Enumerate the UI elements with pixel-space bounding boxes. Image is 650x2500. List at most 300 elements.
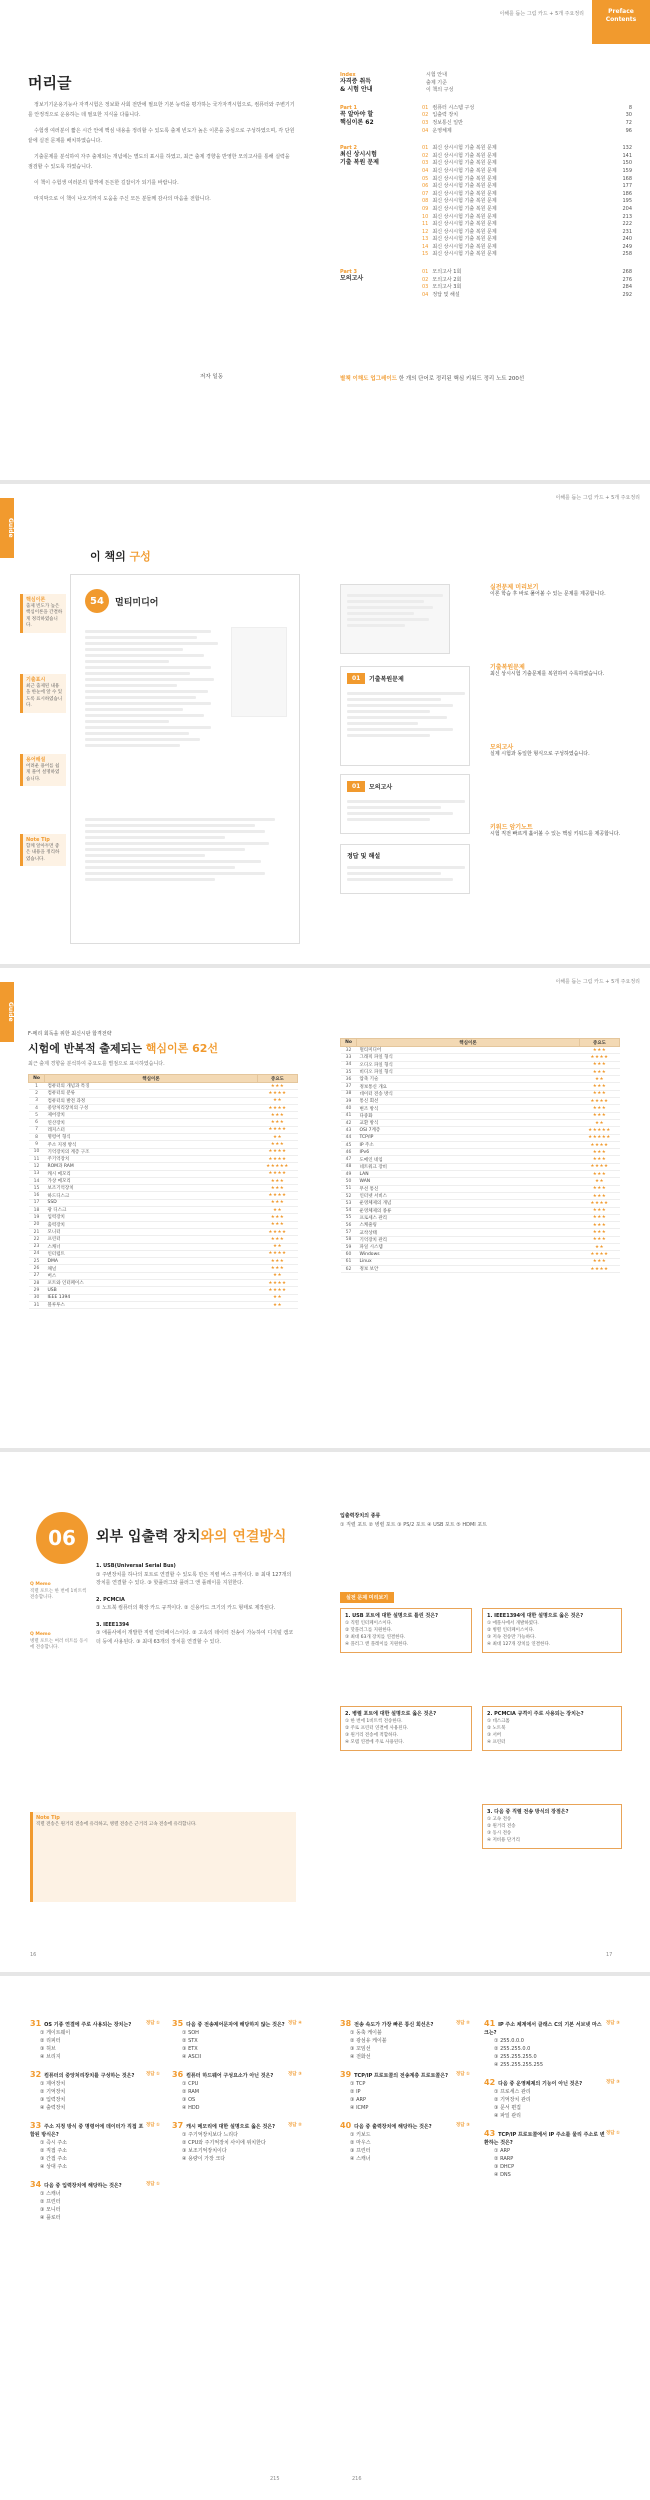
card-side-box [231, 627, 287, 717]
answer-option[interactable]: ④ DNS [494, 2172, 511, 2178]
theory-number: 6 [29, 1119, 45, 1126]
annotation-head: 기출표시 [26, 677, 46, 683]
question-text: 캐시 메모리에 대한 설명으로 옳은 것은? [186, 2124, 276, 2130]
toc-list [422, 269, 632, 299]
toc-part-title: 최신 상시시험 기출 복원 문제 [340, 151, 379, 167]
toc-entry-page: 177 [622, 183, 632, 190]
annotation-head: 키워드 암기노트 [490, 824, 533, 831]
answer-tag: 정답 ③ [455, 2123, 470, 2128]
importance-stars: ★★★ [580, 1229, 620, 1236]
toc-entry[interactable] [422, 120, 632, 128]
answer-option[interactable]: ① 프로세스 관리 [494, 2089, 531, 2095]
answer-option[interactable]: ④ 파일 관리 [494, 2113, 521, 2119]
importance-stars: ★★ [258, 1097, 298, 1104]
header-strip [300, 0, 590, 26]
toc-entry-title: 최신 상시시험 기출 복원 문제 [432, 145, 497, 152]
importance-stars: ★★★ [258, 1141, 298, 1148]
toc-entry[interactable] [422, 112, 632, 120]
answer-option[interactable]: ① 키보드 [350, 2132, 371, 2138]
answer-option[interactable]: ① CPU [182, 2081, 199, 2087]
answer-option[interactable]: ④ ASCII [182, 2054, 202, 2060]
theory-name: 변조 방식 [357, 1105, 580, 1112]
theory-number: 48 [341, 1163, 357, 1170]
answer-option[interactable]: ④ 255.255.255.255 [494, 2062, 544, 2068]
questions-spread [0, 1976, 650, 2500]
answer-option[interactable]: ② 광섬유 케이블 [350, 2038, 387, 2044]
answer-option[interactable]: ② IP [350, 2089, 361, 2095]
toc-entry-number: 04 [422, 127, 429, 134]
toc-entry[interactable] [422, 206, 632, 214]
toc-entry-page: 284 [622, 284, 632, 291]
practice-option[interactable]: ③ 동시 전송 [487, 1831, 512, 1836]
answer-option[interactable]: ① 동축 케이블 [350, 2030, 382, 2036]
table-row [341, 1214, 620, 1221]
toc-entry-page: 276 [622, 276, 632, 283]
answer-tag: 정답 ① [145, 2021, 160, 2026]
toc-entry-left [422, 87, 453, 95]
practice-label: 실전 문제 미리보기 [340, 1592, 394, 1603]
table-row [29, 1250, 298, 1257]
theory-number: 49 [341, 1171, 357, 1178]
theory-number: 33 [341, 1054, 357, 1061]
importance-stars: ★★★ [580, 1207, 620, 1214]
practice-option[interactable]: ① 직렬 인터페이스이다. [345, 1621, 393, 1626]
table-row [29, 1258, 298, 1265]
answer-option[interactable]: ① 즉시 주소 [40, 2140, 67, 2146]
question-item [484, 2079, 620, 2120]
question-item [172, 2020, 302, 2061]
theory-name: 기억장치의 계층 구조 [45, 1148, 258, 1155]
table-row [29, 1090, 298, 1097]
answer-option[interactable]: ① SOH [182, 2030, 199, 2036]
annotation-text: 출제 빈도가 높은 핵심이론을 간결하게 정리하였습니다. [26, 603, 63, 628]
left-annotation [20, 834, 66, 866]
practice-option[interactable]: ③ 저속 전송만 가능하다. [487, 1635, 536, 1640]
theory-name: 다중화 [357, 1112, 580, 1119]
toc-entry[interactable] [422, 87, 632, 95]
right-annotation [490, 584, 630, 598]
answer-option[interactable]: ③ 입력장치 [40, 2097, 66, 2103]
mock-card-title: 모의고사 [369, 784, 393, 791]
theory-name: 입력장치 [45, 1214, 258, 1221]
table-row [29, 1214, 298, 1221]
answer-option[interactable]: ③ 꼬임선 [350, 2046, 371, 2052]
right-annotation [490, 664, 630, 678]
practice-option[interactable]: ③ 최대 63개 장치를 연결한다. [345, 1635, 406, 1640]
question-line [30, 2020, 160, 2029]
section-title: 외부 입출력 장치와의 연결방식 [96, 1529, 287, 1545]
toc-entry[interactable] [422, 183, 632, 191]
question-item [172, 2071, 302, 2112]
answer-option[interactable]: ② 기억장치 관리 [494, 2097, 531, 2103]
toc-entry-title: 최신 상시시험 기출 복원 문제 [432, 243, 497, 250]
theory-number: 25 [29, 1258, 45, 1265]
table-row [29, 1199, 298, 1206]
importance-stars: ★★★ [258, 1199, 298, 1206]
theory-number: 13 [29, 1170, 45, 1177]
answer-option[interactable]: ② CPU와 주기억장치 사이에 위치한다 [182, 2140, 266, 2146]
toc-entry-left [422, 145, 497, 153]
header-strip [360, 484, 640, 510]
question-line [30, 2181, 160, 2190]
answer-option[interactable]: ① 주기억장치보다 느리다 [182, 2132, 238, 2138]
importance-stars: ★★★ [580, 1192, 620, 1199]
toc-entry-page: 249 [622, 243, 632, 250]
answer-option[interactable]: ③ OS [182, 2097, 196, 2103]
answer-option[interactable]: ④ 출력장치 [40, 2105, 66, 2111]
answer-option[interactable]: ① 스캐너 [40, 2191, 61, 2197]
table-row [29, 1280, 298, 1287]
theory-name: 출력장치 [45, 1221, 258, 1228]
question-number: 36 [172, 2070, 184, 2079]
sample-theory-card [70, 574, 300, 944]
toc-entry-title: 최신 상시시험 기출 복원 문제 [432, 183, 497, 190]
importance-stars: ★★★ [258, 1221, 298, 1228]
question-number: 32 [30, 2070, 42, 2079]
toc-entry[interactable] [422, 145, 632, 153]
toc-entry-title: 최신 상시시험 기출 복원 문제 [432, 198, 497, 205]
practice-option[interactable]: ③ 원거리 전송에 적합하다. [345, 1733, 399, 1738]
core-theory-spread [0, 968, 650, 1448]
core-theory-title: 시험에 반복적 출제되는 핵심이론 62선 [28, 1042, 219, 1055]
theory-number: 55 [341, 1214, 357, 1221]
theory-name: 네트워크 장비 [357, 1163, 580, 1170]
answer-option[interactable]: ④ 플로터 [40, 2215, 61, 2221]
toc-entry[interactable] [422, 221, 632, 229]
question-text: 전송 속도가 가장 빠른 통신 회선은? [354, 2022, 434, 2028]
importance-stars: ★★★ [258, 1258, 298, 1265]
theory-name: DMA [45, 1258, 258, 1265]
toc-block-head [340, 145, 422, 259]
theory-number: 29 [29, 1287, 45, 1294]
importance-stars: ★★★ [580, 1061, 620, 1068]
page-number-left: 215 [270, 2476, 280, 2482]
practice-option[interactable]: ① 고속 전송 [487, 1817, 512, 1822]
table-row [29, 1119, 298, 1126]
answer-option[interactable]: ④ 스캐너 [350, 2156, 371, 2162]
importance-stars: ★★ [258, 1134, 298, 1141]
importance-stars: ★★ [258, 1272, 298, 1279]
toc-entry-number: 06 [422, 183, 429, 190]
card-text-lines-2 [85, 815, 285, 884]
answer-option[interactable]: ① ARP [494, 2148, 510, 2154]
theory-number: 1 [29, 1083, 45, 1090]
theory-table-right [340, 1038, 620, 1273]
importance-stars: ★★ [258, 1243, 298, 1250]
table-of-contents [340, 72, 632, 309]
answer-option[interactable]: ② 기억장치 [40, 2089, 66, 2095]
table-row [341, 1229, 620, 1236]
body-subhead: 2. PCMCIA [96, 1596, 125, 1603]
table-row [341, 1083, 620, 1090]
toc-entry-left [422, 236, 497, 244]
theory-number-badge: 54 [85, 589, 109, 613]
theory-number: 18 [29, 1207, 45, 1214]
toc-entry-title: 운영체제 [432, 127, 452, 134]
toc-entry-title: 최신 상시시험 기출 복원 문제 [432, 205, 497, 212]
toc-entry-page: 150 [622, 160, 632, 167]
question-column-2 [172, 2020, 302, 2173]
theory-number: 51 [341, 1185, 357, 1192]
toc-entry[interactable] [422, 128, 632, 136]
toc-entry-number: 02 [422, 276, 429, 283]
theory-number: 12 [29, 1163, 45, 1170]
answer-option[interactable]: ③ ETX [182, 2046, 198, 2052]
toc-entry[interactable] [422, 251, 632, 259]
question-line [340, 2071, 470, 2080]
toc-entry-page: 168 [622, 175, 632, 182]
theory-number: 42 [341, 1119, 357, 1126]
toc-entry[interactable] [422, 168, 632, 176]
table-row [341, 1251, 620, 1258]
theory-name: 블루투스 [45, 1301, 258, 1308]
toc-entry[interactable] [422, 198, 632, 206]
practice-question-box [482, 1804, 622, 1849]
theory-name: 주소 지정 방식 [45, 1141, 258, 1148]
theory-number: 34 [341, 1061, 357, 1068]
toc-entry-title: 최신 상시시험 기출 복원 문제 [432, 213, 497, 220]
question-item [484, 2020, 620, 2069]
theory-name: WAN [357, 1178, 580, 1185]
question-line [30, 2122, 160, 2139]
answer-option[interactable]: ② RAM [182, 2089, 200, 2095]
answer-option[interactable]: ③ 255.255.255.0 [494, 2054, 537, 2060]
practice-option[interactable]: ② 병렬 인터페이스이다. [487, 1628, 535, 1633]
toc-part-tag: Part 1 [340, 104, 357, 111]
table-row [341, 1265, 620, 1272]
core-theory-subtitle: 최근 출제 경향을 분석하여 중요도를 별점으로 표시하였습니다. [28, 1061, 165, 1067]
question-number: 43 [484, 2129, 496, 2138]
answer-option[interactable]: ② 프린터 [40, 2199, 61, 2205]
table-header-cell: No [29, 1075, 45, 1083]
table-header-cell: 중요도 [258, 1075, 298, 1083]
answer-tag: 정답 ① [145, 2123, 160, 2128]
margin-note [30, 1632, 88, 1652]
body-subhead: 1. USB(Universal Serial Bus) [96, 1563, 176, 1569]
toc-entry[interactable] [422, 214, 632, 222]
theory-number: 46 [341, 1149, 357, 1156]
mock-card-number: 01 [347, 781, 365, 792]
toc-entry[interactable] [422, 269, 632, 277]
exam-card-number: 01 [347, 673, 365, 684]
preface-paragraph: 수험생 여러분이 짧은 시간 안에 핵심 내용을 정리할 수 있도록 출제 빈도가 높은 이론을 중심으로 구성하였으며, 각 단원 끝에 실전 문제를 배치하였습니다. [28, 128, 295, 144]
practice-option[interactable]: ② 주로 프린터 연결에 사용된다. [345, 1726, 409, 1731]
practice-question-box [340, 1706, 472, 1751]
toc-entry-number: 15 [422, 251, 429, 258]
toc-entry-title: 정보통신 일반 [432, 119, 463, 126]
answer-option[interactable]: ① 제어장치 [40, 2081, 66, 2087]
practice-option[interactable]: ④ 프린터 [487, 1740, 506, 1745]
toc-entry-left [422, 284, 461, 292]
table-row [29, 1177, 298, 1184]
question-text: TCP/IP 프로토콜에서 IP 주소를 물리 주소로 변환하는 것은? [484, 2132, 605, 2146]
practice-option[interactable]: ④ 모뎀 연결에 주로 사용된다. [345, 1740, 405, 1745]
answer-option[interactable]: ③ 프린터 [350, 2148, 371, 2154]
table-row [341, 1178, 620, 1185]
section-number-badge: 06 [36, 1512, 88, 1564]
question-item [30, 2020, 160, 2061]
theory-name: 가상 메모리 [45, 1177, 258, 1184]
annotation-text: 이론 학습 후 바로 풀어볼 수 있는 문제를 제공합니다. [490, 591, 606, 597]
theory-number: 3 [29, 1097, 45, 1104]
answer-option[interactable]: ② 마우스 [350, 2140, 371, 2146]
toc-entry-title: 최신 상시시험 기출 복원 문제 [432, 228, 497, 235]
table-row [341, 1236, 620, 1243]
table-header-cell: 핵심이론 [45, 1075, 258, 1083]
card-title: 멀티미디어 [115, 598, 159, 608]
toc-entry-left [422, 168, 497, 176]
toc-block [340, 145, 632, 259]
theory-name: 무선 통신 [357, 1185, 580, 1192]
toc-entry-page: 8 [628, 104, 632, 111]
practice-question-text: 1. USB 포트에 대한 설명으로 틀린 것은? [345, 1613, 438, 1619]
practice-option[interactable]: ④ 최대 127개 장치를 연결한다. [487, 1642, 551, 1647]
importance-stars: ★★★ [580, 1090, 620, 1097]
answer-option[interactable]: ② RARP [494, 2156, 514, 2162]
toc-entry[interactable] [422, 176, 632, 184]
toc-entry-left [422, 128, 452, 136]
preface-paragraph: 마지막으로 이 책이 나오기까지 도움을 주신 모든 분들께 감사의 마음을 전합니다. [34, 196, 211, 202]
theory-number: 41 [341, 1112, 357, 1119]
practice-question-box [340, 1608, 472, 1653]
theory-name: 하드디스크 [45, 1192, 258, 1199]
theory-table-left [28, 1074, 298, 1309]
answer-option[interactable]: ④ 전화선 [350, 2054, 371, 2060]
toc-entry-title: 최신 상시시험 기출 복원 문제 [432, 152, 497, 159]
question-number: 37 [172, 2121, 184, 2130]
answer-option[interactable]: ① 게이트웨이 [40, 2030, 71, 2036]
practice-option[interactable]: ④ 플러그 앤 플레이를 지원한다. [345, 1642, 409, 1647]
toc-entry[interactable] [422, 72, 632, 80]
section-body-left [96, 1562, 296, 1654]
table-row [341, 1222, 620, 1229]
theory-number: 22 [29, 1236, 45, 1243]
importance-stars: ★★★ [258, 1265, 298, 1272]
answer-option[interactable]: ④ 상대 주소 [40, 2164, 67, 2170]
practice-option[interactable]: ① 데스크톱 [487, 1719, 510, 1724]
toc-entry-number: 03 [422, 284, 429, 291]
annotation-head: 기출복원문제 [490, 664, 525, 671]
theory-name: SSD [45, 1199, 258, 1206]
theory-name: IPv6 [357, 1149, 580, 1156]
answer-option[interactable]: ④ 용량이 가장 크다 [182, 2156, 226, 2162]
answer-option[interactable]: ④ HDD [182, 2105, 200, 2111]
question-item [340, 2122, 470, 2163]
theory-name: 캐시 메모리 [45, 1170, 258, 1177]
answer-option[interactable]: ② STX [182, 2038, 198, 2044]
toc-entry[interactable] [422, 236, 632, 244]
importance-stars: ★★★ [580, 1156, 620, 1163]
table-row [341, 1112, 620, 1119]
answer-tag: 정답 ③ [605, 2021, 620, 2026]
theory-number: 60 [341, 1251, 357, 1258]
practice-option[interactable]: ② 노트북 [487, 1726, 506, 1731]
theory-name: 스케줄링 [357, 1222, 580, 1229]
question-text: 다음 중 운영체제의 기능이 아닌 것은? [498, 2081, 583, 2087]
answer-option[interactable]: ① TCP [350, 2081, 366, 2087]
importance-stars: ★★★★ [580, 1251, 620, 1258]
theory-number: 45 [341, 1141, 357, 1148]
toc-entry[interactable] [422, 160, 632, 168]
question-text: 주소 지정 방식 중 명령어에 데이터가 직접 포함된 방식은? [30, 2124, 144, 2138]
toc-entry[interactable] [422, 284, 632, 292]
answer-option[interactable]: ③ 허브 [40, 2046, 56, 2052]
theory-name: 교착상태 [357, 1229, 580, 1236]
toc-entry[interactable] [422, 80, 632, 88]
theory-number: 54 [341, 1207, 357, 1214]
answer-tag: 정답 ① [455, 2072, 470, 2077]
toc-entry[interactable] [422, 292, 632, 300]
answer-option[interactable]: ③ ARP [350, 2097, 366, 2103]
question-text: IP 주소 체계에서 클래스 C의 기본 서브넷 마스크는? [484, 2022, 602, 2036]
toc-entry-title: 출제 기준 [426, 79, 447, 86]
answer-option[interactable]: ② 255.255.0.0 [494, 2046, 531, 2052]
toc-entry-title: 최신 상시시험 기출 복원 문제 [432, 160, 497, 167]
table-row [29, 1112, 298, 1119]
theory-name: 버스 [45, 1272, 258, 1279]
toc-entry-page: 268 [622, 269, 632, 276]
guide-tab: Guide [0, 498, 14, 558]
toc-list [422, 145, 632, 259]
table-row [341, 1207, 620, 1214]
table-row [29, 1236, 298, 1243]
answer-option[interactable]: ③ DHCP [494, 2164, 515, 2170]
table-row [29, 1265, 298, 1272]
question-line [30, 2071, 160, 2080]
theory-number: 37 [341, 1083, 357, 1090]
theory-number: 59 [341, 1244, 357, 1251]
practice-option[interactable]: ① 한 번에 1비트씩 전송한다. [345, 1719, 403, 1724]
practice-option[interactable]: ② 원거리 전송 [487, 1824, 516, 1829]
theory-name: 모니터 [45, 1228, 258, 1235]
practice-option[interactable]: ③ 서버 [487, 1733, 502, 1738]
toc-part-tag: Index [340, 72, 356, 78]
answer-option[interactable]: ④ ICMP [350, 2105, 369, 2111]
table-row [29, 1301, 298, 1308]
importance-stars: ★★★★ [580, 1265, 620, 1272]
toc-block-head [340, 105, 422, 135]
answer-option[interactable]: ② 리피터 [40, 2038, 61, 2044]
practice-option[interactable]: ① 애플사에서 개발하였다. [487, 1621, 539, 1626]
table-row [29, 1221, 298, 1228]
table-row [341, 1171, 620, 1178]
answer-option[interactable]: ④ 브리지 [40, 2054, 61, 2060]
answer-option[interactable]: ③ 간접 주소 [40, 2156, 67, 2162]
theory-number: 14 [29, 1177, 45, 1184]
theory-number: 61 [341, 1258, 357, 1265]
answer-option[interactable]: ① 255.0.0.0 [494, 2038, 524, 2044]
practice-option[interactable]: ④ 저비용 단거리 [487, 1838, 520, 1843]
theory-name: TCP/IP [357, 1134, 580, 1141]
toc-entry-title: 모의고사 2회 [432, 276, 462, 283]
toc-entry-number: 05 [422, 175, 429, 182]
theory-name: 기억장치 관리 [357, 1236, 580, 1243]
theory-number: 26 [29, 1265, 45, 1272]
annotation-head: 모의고사 [490, 744, 514, 751]
answer-option[interactable]: ③ 모니터 [40, 2207, 61, 2213]
importance-stars: ★★ [258, 1294, 298, 1301]
toc-entry-page: 195 [622, 198, 632, 205]
preface-paragraph: 기출문제를 분석하여 자주 출제되는 개념에는 별도의 표시를 하였고, 최근 출제 경향을 반영한 모의고사를 통해 실력을 점검할 수 있도록 하였습니다. [28, 154, 290, 170]
answer-option[interactable]: ② 직접 주소 [40, 2148, 67, 2154]
question-line [340, 2122, 470, 2131]
answer-option[interactable]: ③ 보조기억장치이다 [182, 2148, 227, 2154]
practice-option[interactable]: ② 핫플러그를 지원한다. [345, 1628, 393, 1633]
table-row [341, 1047, 620, 1054]
importance-stars: ★★ [258, 1207, 298, 1214]
theory-number: 44 [341, 1134, 357, 1141]
answer-option[interactable]: ③ 문서 편집 [494, 2105, 521, 2111]
